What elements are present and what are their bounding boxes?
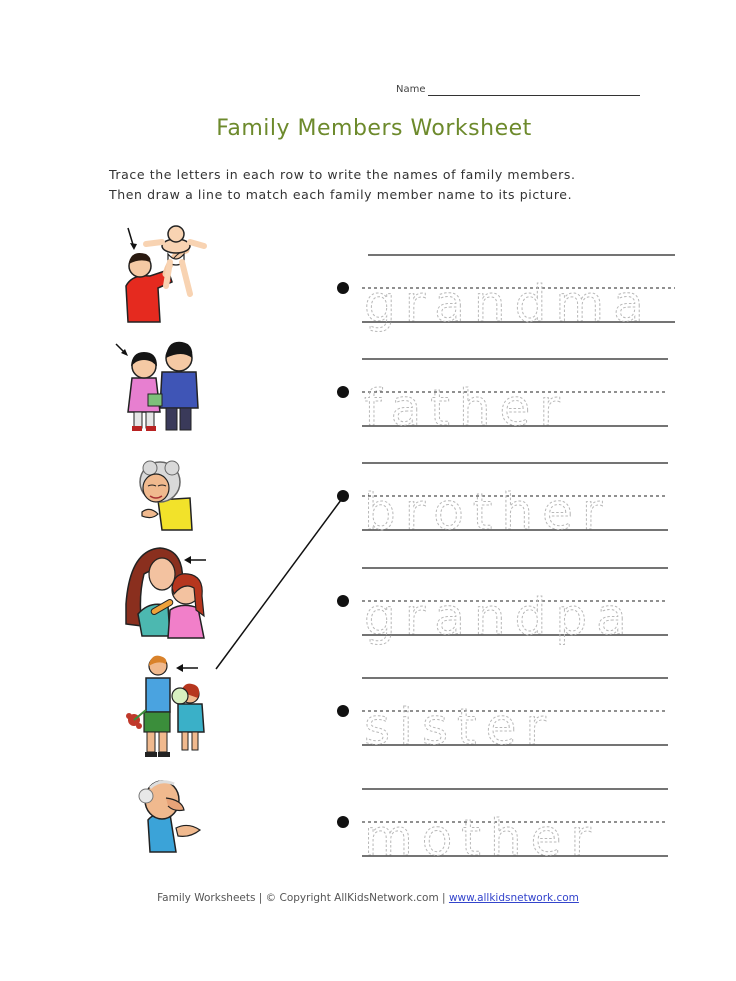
trace-word: sister [364, 698, 555, 756]
match-dot[interactable] [337, 282, 349, 294]
instruction-line-2: Then draw a line to match each family member name to its picture. [109, 187, 573, 202]
footer-copyright: Family Worksheets | © Copyright AllKidsNetwork.com | [157, 892, 446, 904]
trace-word: grandpa [364, 588, 636, 646]
match-dot[interactable] [337, 595, 349, 607]
name-label: Name [396, 84, 426, 95]
footer-link[interactable]: www.allkidsnetwork.com [448, 892, 579, 904]
match-dot[interactable] [337, 816, 349, 828]
trace-word: grandma [364, 275, 653, 333]
trace-word: mother [364, 809, 600, 867]
match-dot[interactable] [337, 386, 349, 398]
instruction-line-1: Trace the letters in each row to write the names of family members. [109, 167, 576, 182]
trace-word: brother [364, 483, 612, 541]
match-dot[interactable] [337, 705, 349, 717]
match-dot[interactable] [337, 490, 349, 502]
footer [0, 892, 736, 904]
trace-word: father [364, 379, 569, 437]
title-text: Family Members Worksheet [216, 116, 532, 141]
match-line [216, 500, 341, 669]
